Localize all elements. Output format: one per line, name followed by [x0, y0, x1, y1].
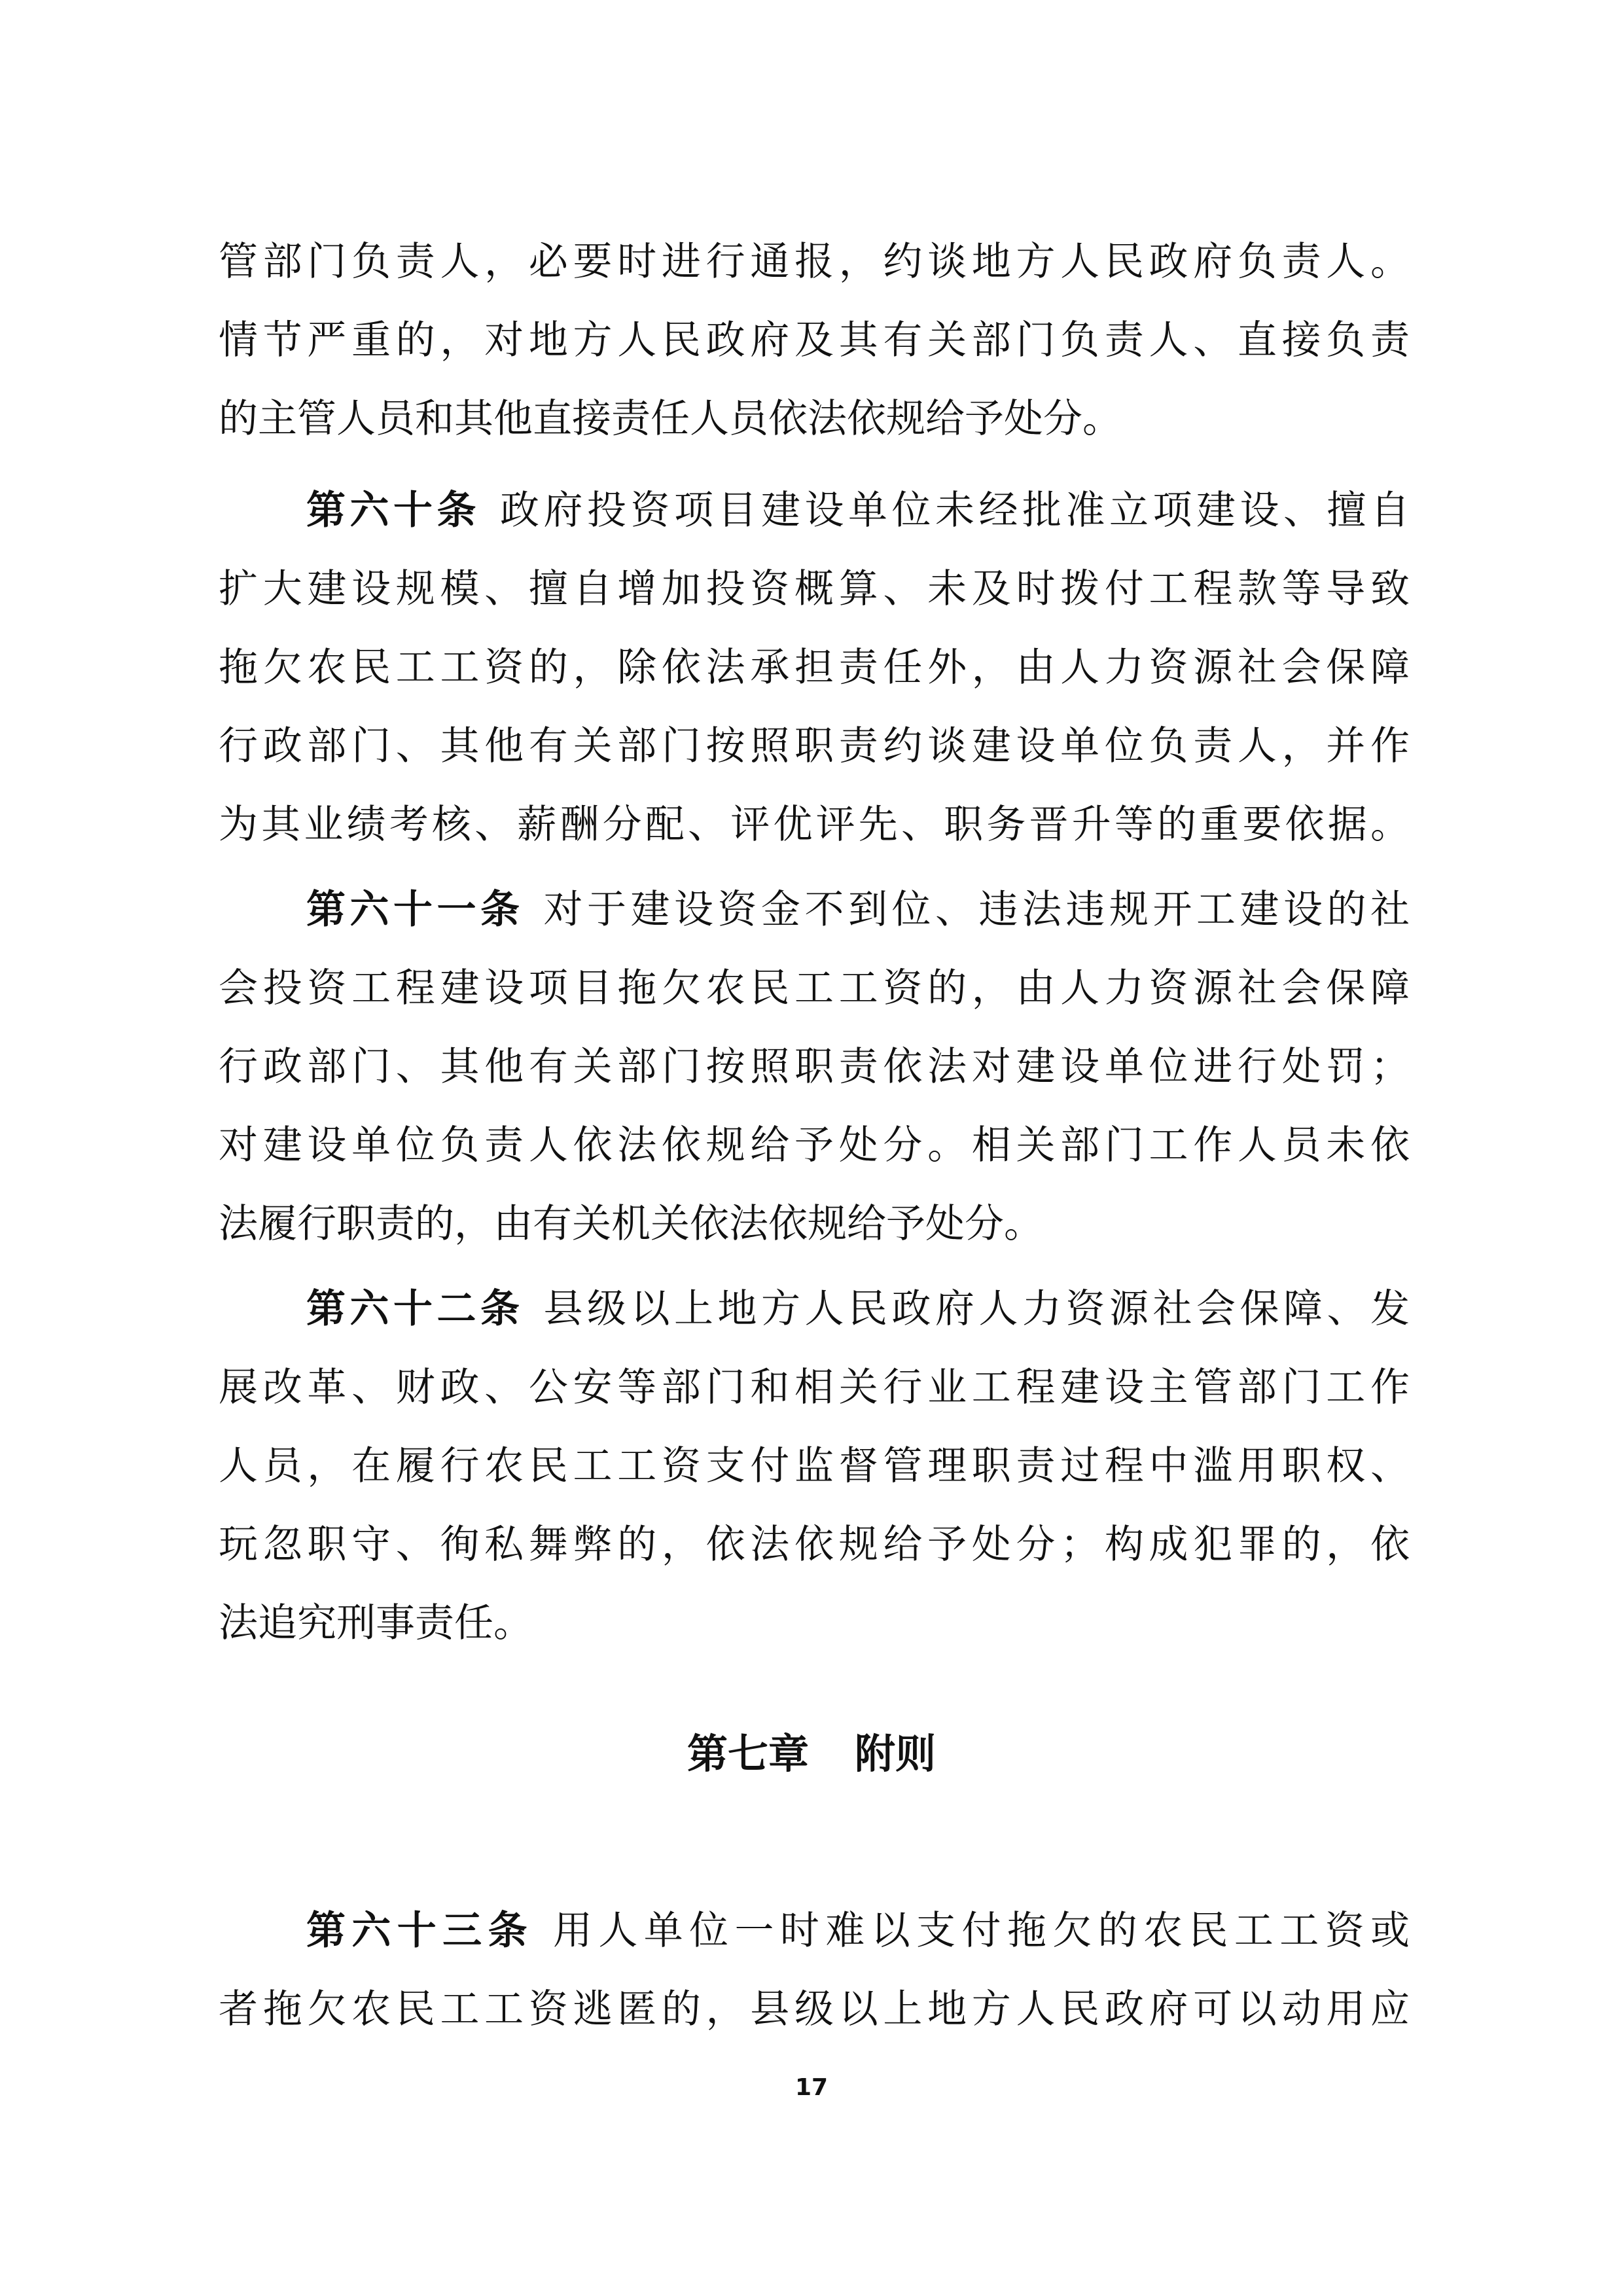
text-line	[219, 563, 1410, 615]
text-line	[219, 641, 1410, 694]
article-label: 第六十一条	[306, 887, 524, 933]
line-text: 展改革、财政、公安等部门和相关行业工程建设主管部门工作	[219, 1365, 1410, 1410]
article-label: 第六十条	[306, 488, 480, 533]
chapter-title: 附则	[855, 1730, 936, 1778]
line-text: 情节严重的，对地方人民政府及其有关部门负责人、直接负责	[219, 317, 1410, 363]
line-text: 人员，在履行农民工工资支付监督管理职责过程中滥用职权、	[219, 1443, 1410, 1489]
article-label: 第六十二条	[306, 1286, 524, 1332]
line-text: 政府投资项目建设单位未经批准立项建设、擅自	[500, 488, 1410, 533]
text-line	[219, 1518, 1410, 1571]
line-text: 行政部门、其他有关部门按照职责依法对建设单位进行处罚；	[219, 1044, 1410, 1090]
text-line	[219, 1198, 1410, 1250]
line-text: 者拖欠农民工工资逃匿的，县级以上地方人民政府可以动用应	[219, 1986, 1410, 2032]
article-63-line	[306, 1905, 1410, 1957]
line-text: 对于建设资金不到位、违法违规开工建设的社	[543, 887, 1410, 933]
text-line	[219, 314, 1410, 367]
line-text: 法履行职责的，由有关机关依法依规给予处分。	[219, 1201, 1043, 1247]
text-line	[219, 720, 1410, 772]
text-line	[219, 1041, 1410, 1093]
text-line	[219, 962, 1410, 1014]
line-text: 用人单位一时难以支付拖欠的农民工工资或	[552, 1908, 1410, 1954]
article-label: 第六十三条	[306, 1908, 533, 1954]
line-text: 法追究刑事责任。	[219, 1600, 533, 1646]
page-number: 17	[794, 2074, 829, 2101]
text-line	[219, 393, 1410, 445]
line-text: 管部门负责人，必要时进行通报，约谈地方人民政府负责人。	[219, 239, 1410, 285]
line-text: 会投资工程建设项目拖欠农民工工资的，由人力资源社会保障	[219, 965, 1410, 1011]
line-text: 的主管人员和其他直接责任人员依法依规给予处分。	[219, 396, 1122, 442]
line-text: 为其业绩考核、薪酬分配、评优评先、职务晋升等的重要依据。	[219, 802, 1410, 848]
line-text: 行政部门、其他有关部门按照职责约谈建设单位负责人，并作	[219, 723, 1410, 769]
text-line	[219, 1597, 1410, 1649]
text-line	[219, 1440, 1410, 1492]
text-line	[219, 1361, 1410, 1414]
article-60-line	[306, 484, 1410, 537]
line-text: 拖欠农民工工资的，除依法承担责任外，由人力资源社会保障	[219, 645, 1410, 691]
text-line	[219, 236, 1410, 288]
article-62-line	[306, 1283, 1410, 1335]
text-line	[219, 798, 1410, 851]
line-text: 扩大建设规模、擅自增加投资概算、未及时拨付工程款等导致	[219, 566, 1410, 612]
chapter-heading	[0, 1728, 1623, 1780]
text-line	[219, 1983, 1410, 2036]
text-line	[219, 1119, 1410, 1172]
article-61-line	[306, 884, 1410, 936]
chapter-number: 第七章	[687, 1730, 809, 1778]
line-text: 对建设单位负责人依法依规给予处分。相关部门工作人员未依	[219, 1122, 1410, 1168]
line-text: 玩忽职守、徇私舞弊的，依法依规给予处分；构成犯罪的，依	[219, 1522, 1410, 1568]
line-text: 县级以上地方人民政府人力资源社会保障、发	[543, 1286, 1410, 1332]
